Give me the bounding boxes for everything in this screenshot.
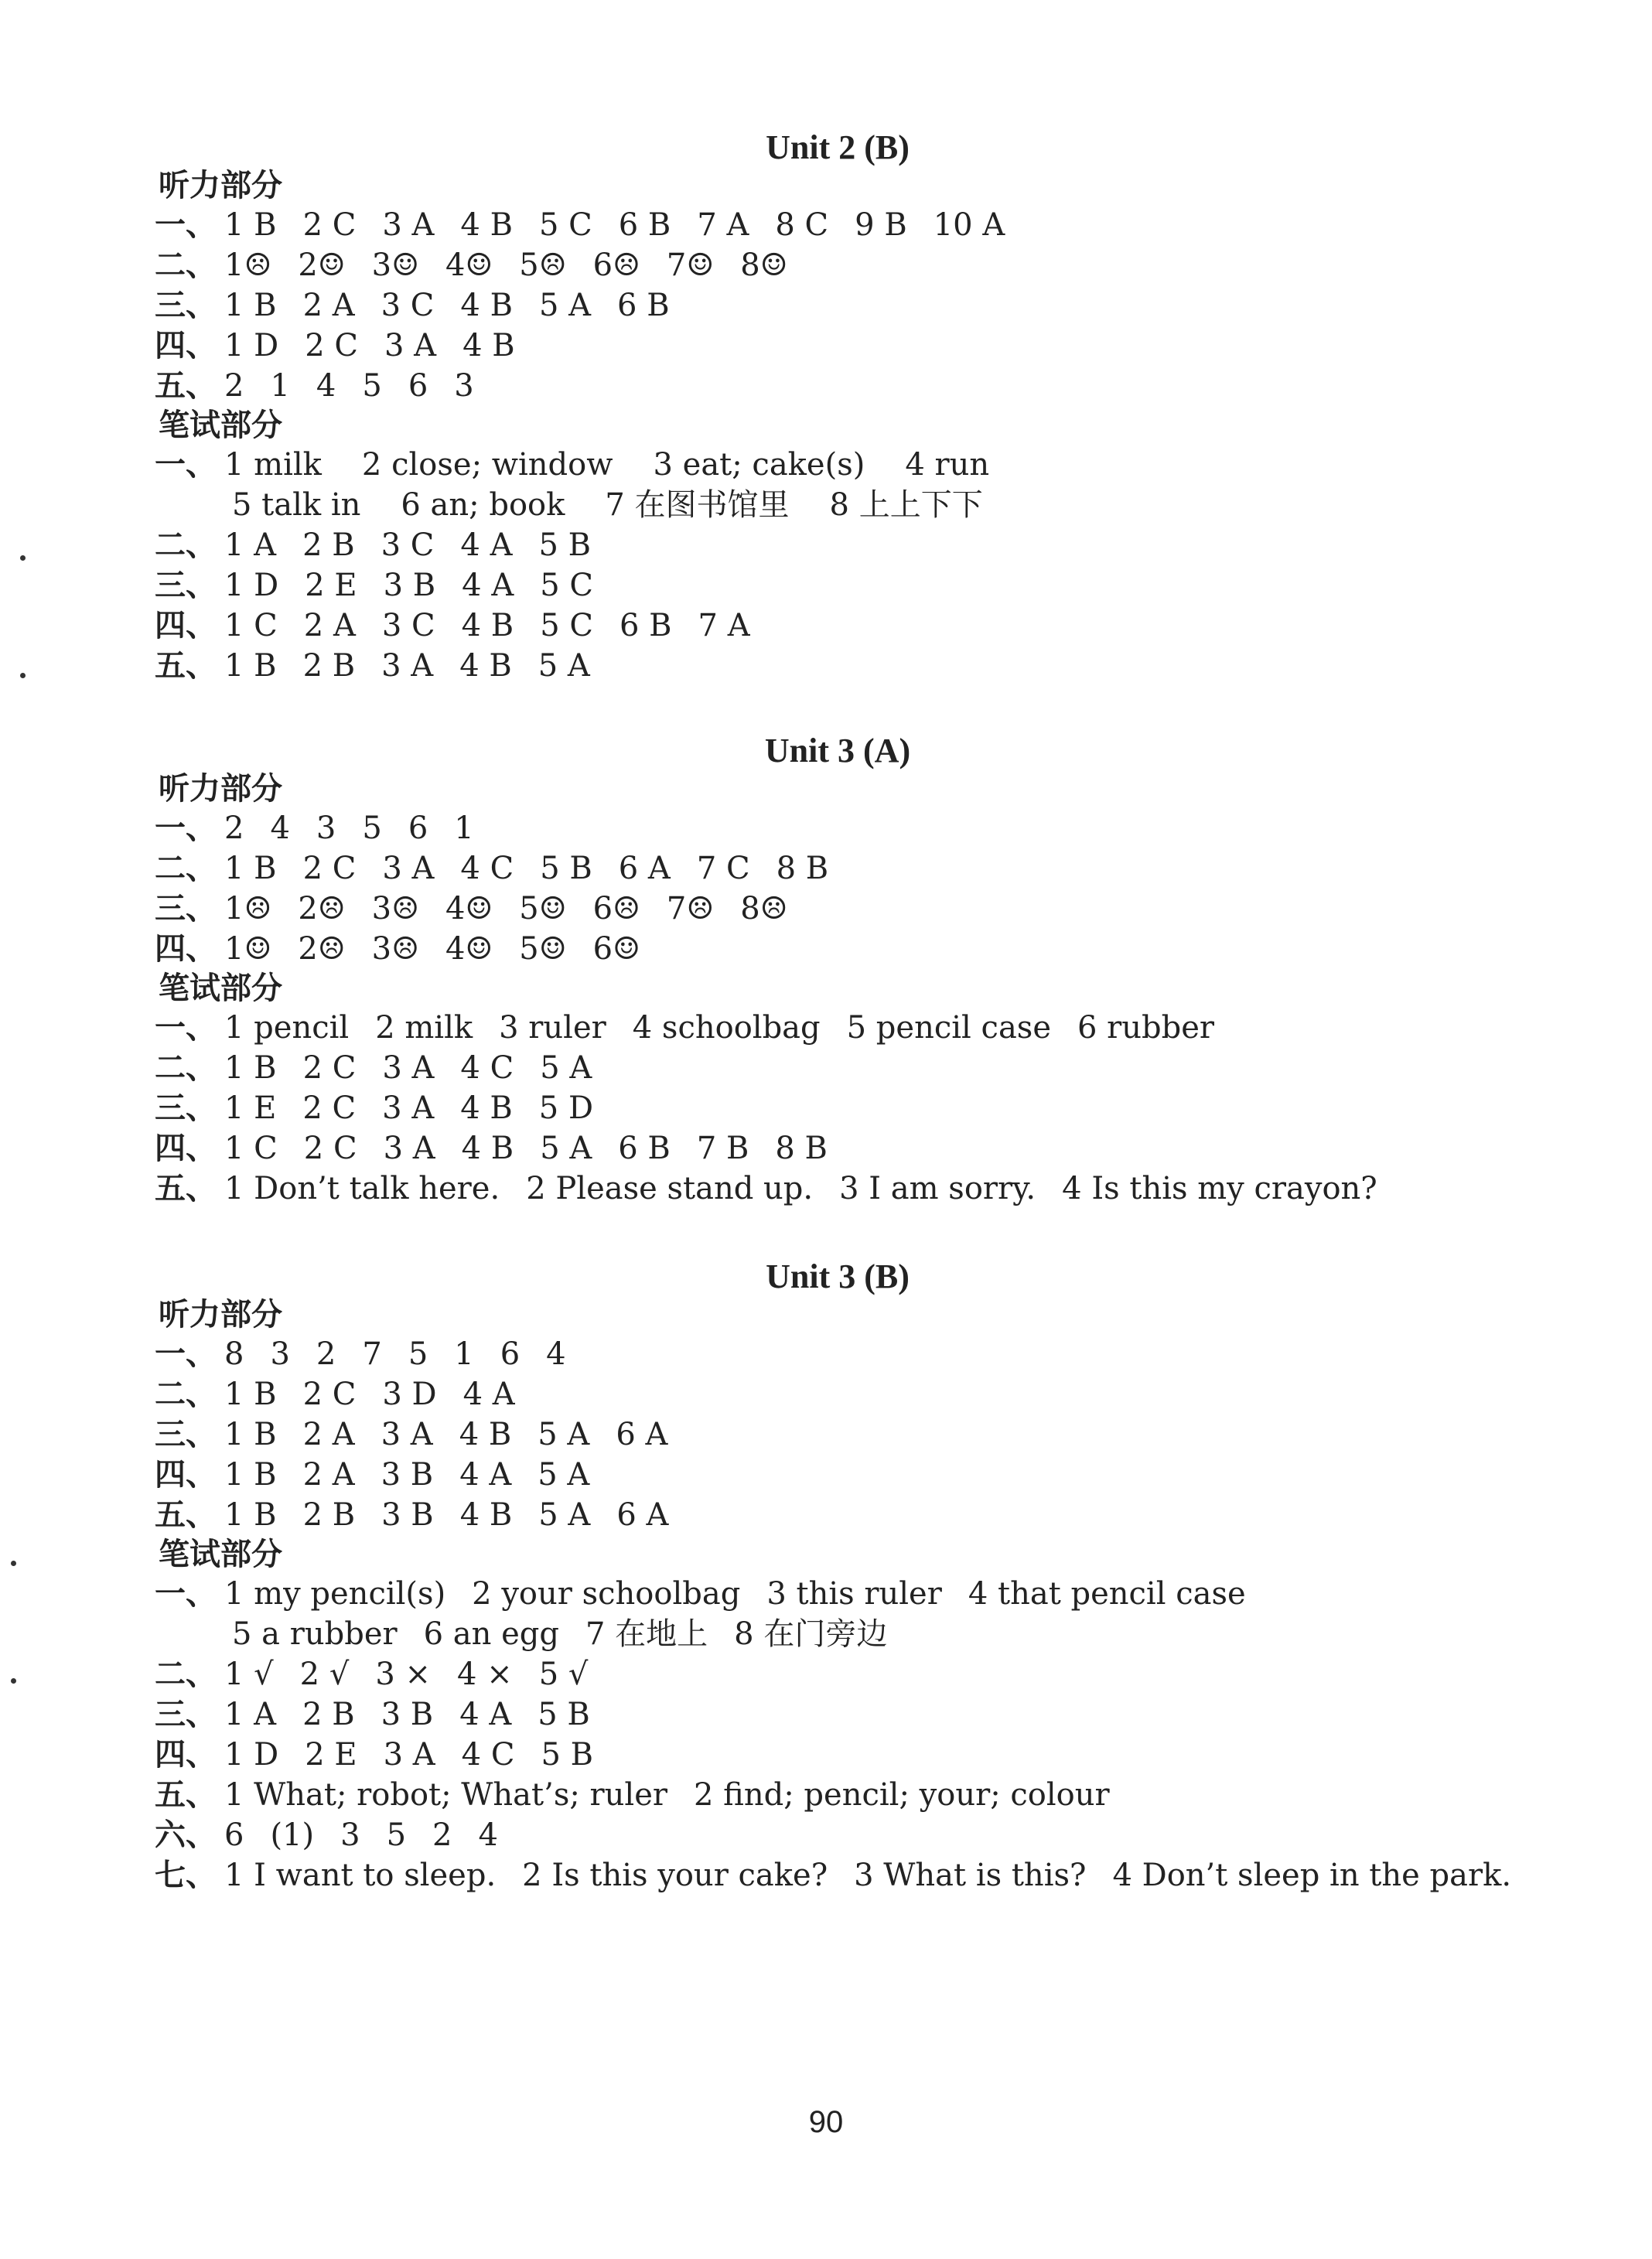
- answer-row: [155, 205, 1031, 245]
- answer-item: 4 A: [462, 568, 514, 603]
- answer-item: 8: [224, 1336, 244, 1372]
- answer-item: 1☺: [224, 931, 272, 967]
- answer-item: 7☹: [666, 891, 715, 926]
- section-heading: 笔试部分: [159, 971, 282, 1006]
- answer-item: 5 A: [540, 1050, 592, 1086]
- answer-row: [155, 848, 855, 889]
- answer-row: [155, 245, 814, 285]
- question-number: 一、: [155, 1010, 217, 1046]
- scan-speck: [11, 1561, 16, 1566]
- answer-item: 5 A: [538, 1417, 590, 1452]
- answer-item: 3 A: [382, 207, 435, 243]
- question-number: 四、: [155, 328, 217, 363]
- answer-item: 5 A: [538, 648, 590, 684]
- answer-item: (1): [270, 1817, 315, 1853]
- scan-speck: [11, 1678, 16, 1684]
- answer-item: 8☺: [740, 247, 788, 283]
- answer-item: 6: [408, 368, 428, 404]
- answer-item: 1: [270, 368, 290, 404]
- answer-item: 4 B: [460, 1090, 513, 1126]
- answer-item: 1 B: [224, 1417, 277, 1452]
- answer-item: 1 B: [224, 1377, 277, 1412]
- answer-item: 2 close; window: [361, 447, 613, 483]
- answer-item: 3 A: [381, 648, 434, 684]
- answer-item: 6☹: [592, 247, 640, 283]
- answer-item: 7 C: [696, 851, 750, 886]
- question-number: 三、: [155, 891, 217, 926]
- answer-item: 1 A: [224, 527, 277, 563]
- answer-item: 5 D: [538, 1090, 594, 1126]
- answer-item: 3 A: [384, 328, 437, 363]
- scan-speck: [20, 673, 26, 678]
- answer-item: 8 B: [776, 851, 829, 886]
- answer-item: 2: [224, 368, 244, 404]
- answer-row: [155, 1654, 614, 1694]
- question-number: 四、: [155, 1737, 217, 1773]
- question-number: 二、: [155, 247, 217, 283]
- answer-row: [155, 808, 500, 848]
- answer-item: 3 B: [381, 1497, 434, 1533]
- scan-speck: [20, 555, 26, 561]
- answer-item: 6 A: [618, 851, 671, 886]
- answer-item: 1 D: [224, 1737, 279, 1773]
- answer-item: 2 B: [302, 1497, 356, 1533]
- question-number: 三、: [155, 568, 217, 603]
- answer-item: 6 B: [618, 1131, 671, 1166]
- answer-item: 4 run: [905, 447, 990, 483]
- answer-item: 7 A: [698, 608, 750, 643]
- answer-row: [155, 326, 541, 366]
- question-number: 五、: [155, 1497, 217, 1533]
- answer-item: 2☹: [298, 931, 346, 967]
- question-number: 二、: [155, 1050, 217, 1086]
- answer-item: 1 pencil: [224, 1010, 350, 1046]
- answer-item: 4 B: [461, 608, 514, 643]
- answer-item: 3☹: [371, 931, 419, 967]
- answer-row: [155, 1775, 1136, 1815]
- answer-row: [155, 1455, 616, 1495]
- answer-item: 1 B: [224, 1457, 277, 1493]
- answer-item: 4 A: [459, 1697, 512, 1732]
- answer-item: 3 ruler: [499, 1010, 606, 1046]
- answer-item: 7 B: [696, 1131, 749, 1166]
- answer-item: 1☹: [224, 891, 272, 926]
- answer-item: 3 B: [381, 1697, 434, 1732]
- question-number: 四、: [155, 1131, 217, 1166]
- section-heading: 听力部分: [159, 168, 282, 203]
- answer-item: 3 A: [382, 1050, 435, 1086]
- question-number: 四、: [155, 931, 217, 967]
- answer-item: 4: [270, 810, 290, 846]
- answer-item: 4☺: [445, 891, 493, 926]
- answer-item: 5 A: [538, 1457, 590, 1493]
- question-number: 五、: [155, 368, 217, 404]
- answer-row: [155, 646, 616, 686]
- answer-item: 6☺: [592, 931, 640, 967]
- answer-item: 5: [362, 368, 382, 404]
- answer-item: 1: [454, 1336, 474, 1372]
- answer-item: 2: [432, 1817, 452, 1853]
- answer-item: 1 my pencil(s): [224, 1576, 446, 1612]
- answer-item: 5: [386, 1817, 407, 1853]
- question-number: 三、: [155, 1090, 217, 1126]
- answer-item: 5 B: [540, 851, 592, 886]
- unit-title: Unit 2 (B): [766, 128, 910, 166]
- answer-item: 5 √: [538, 1657, 589, 1692]
- answer-item: 5: [408, 1336, 428, 1372]
- answer-row: [155, 565, 620, 606]
- answer-item: 6: [500, 1336, 521, 1372]
- answer-item: 5 a rubber: [232, 1616, 398, 1652]
- answer-item: 4 Is this my crayon?: [1062, 1171, 1377, 1206]
- answer-item: 5 C: [540, 568, 594, 603]
- answer-item: 2 C: [302, 1377, 357, 1412]
- unit-title: Unit 3 (A): [764, 732, 911, 769]
- answer-item: 5 A: [538, 1497, 591, 1533]
- answer-item: 2 Please stand up.: [526, 1171, 814, 1206]
- question-number: 七、: [155, 1858, 217, 1893]
- answer-item: 2 A: [303, 608, 356, 643]
- answer-item: 4☺: [445, 247, 493, 283]
- answer-item: 6: [408, 810, 428, 846]
- answer-item: 4 C: [460, 1050, 514, 1086]
- answer-item: 4 B: [461, 1131, 514, 1166]
- answer-item: 2 C: [303, 1131, 357, 1166]
- answer-item: 4 B: [459, 1417, 512, 1452]
- answer-item: 4 B: [459, 648, 512, 684]
- answer-item: 3☹: [371, 891, 419, 926]
- answer-item: 3 C: [381, 608, 435, 643]
- answer-row: [155, 445, 1029, 485]
- answer-item: 1 B: [224, 1050, 277, 1086]
- answer-row: [155, 889, 814, 929]
- answer-item: 2 C: [302, 1090, 357, 1126]
- answer-item: 1 C: [224, 1131, 278, 1166]
- answer-item: 5☹: [519, 247, 567, 283]
- answer-item: 4 B: [462, 328, 515, 363]
- answer-item: 5 B: [538, 527, 592, 563]
- answer-item: 1 C: [224, 608, 278, 643]
- answer-item: 2 C: [305, 328, 359, 363]
- answer-item: 5: [362, 810, 382, 846]
- page-number: 90: [808, 2105, 844, 2139]
- answer-item: 2 E: [305, 1737, 357, 1773]
- answer-item: 2 A: [302, 288, 355, 323]
- answer-item: 8☹: [740, 891, 788, 926]
- answer-item: 3 C: [381, 288, 435, 323]
- answer-item: 8 C: [775, 207, 829, 243]
- answer-row: [155, 366, 500, 406]
- question-number: 二、: [155, 1377, 217, 1412]
- answer-item: 6 B: [618, 207, 671, 243]
- section-heading: 笔试部分: [159, 408, 282, 443]
- answer-row: [155, 1128, 854, 1169]
- answer-item: 7 在图书馆里: [605, 487, 790, 523]
- answer-item: 2 A: [302, 1457, 355, 1493]
- answer-item: 10 A: [933, 207, 1005, 243]
- answer-item: 4: [316, 368, 336, 404]
- answer-item: 6 rubber: [1077, 1010, 1215, 1046]
- answer-item: 6: [224, 1817, 244, 1853]
- answer-item: 4 B: [460, 288, 513, 323]
- answer-item: 3 What is this?: [854, 1858, 1087, 1893]
- answer-item: 4 that pencil case: [968, 1576, 1246, 1612]
- answer-item: 1 Don’t talk here.: [224, 1171, 500, 1206]
- answer-item: 2 milk: [375, 1010, 473, 1046]
- answer-item: 1 A: [224, 1697, 277, 1732]
- answer-item: 2 B: [302, 527, 355, 563]
- answer-item: 3 A: [383, 1737, 435, 1773]
- answer-item: 4 B: [459, 1497, 513, 1533]
- question-number: 一、: [155, 1336, 217, 1372]
- answer-item: 8 上上下下: [829, 487, 983, 523]
- answer-item: 4 C: [460, 851, 514, 886]
- answer-row: [155, 1495, 695, 1535]
- answer-item: 1 B: [224, 288, 277, 323]
- answer-item: 5 C: [540, 608, 593, 643]
- answer-item: 3 A: [382, 851, 435, 886]
- answer-item: 1 I want to sleep.: [224, 1858, 497, 1893]
- answer-item: 4 Don’t sleep in the park.: [1112, 1858, 1512, 1893]
- answer-item: 2 find; pencil; your; colour: [694, 1777, 1110, 1813]
- answer-item: 2 B: [302, 1697, 355, 1732]
- answer-item: 3 A: [382, 1090, 435, 1126]
- answer-item: 2: [316, 1336, 336, 1372]
- answer-row: [232, 1614, 913, 1654]
- answer-row: [155, 1008, 1241, 1048]
- answer-item: 1 D: [224, 328, 279, 363]
- answer-item: 1 E: [224, 1090, 277, 1126]
- question-number: 一、: [155, 447, 217, 483]
- question-number: 二、: [155, 851, 217, 886]
- answer-item: 7 A: [697, 207, 749, 243]
- answer-item: 5 A: [538, 288, 592, 323]
- answer-item: 3 C: [381, 527, 435, 563]
- question-number: 五、: [155, 1171, 217, 1206]
- answer-item: 7 在地上: [585, 1616, 708, 1652]
- answer-item: 2 B: [302, 648, 356, 684]
- answer-item: 5 C: [538, 207, 592, 243]
- answer-item: 1: [454, 810, 474, 846]
- answer-item: 1 B: [224, 207, 277, 243]
- answer-item: 6 B: [619, 608, 672, 643]
- answer-item: 3 I am sorry.: [839, 1171, 1036, 1206]
- answer-item: 6☹: [592, 891, 640, 926]
- answer-row: [155, 929, 667, 969]
- answer-item: 5☺: [519, 891, 567, 926]
- answer-item: 3 B: [383, 568, 436, 603]
- answer-item: 3 A: [381, 1417, 433, 1452]
- question-number: 四、: [155, 1457, 217, 1493]
- answer-item: 2 C: [302, 1050, 357, 1086]
- answer-item: 4: [478, 1817, 498, 1853]
- answer-item: 3 D: [382, 1377, 437, 1412]
- answer-item: 3: [316, 810, 336, 846]
- answer-item: 4☺: [445, 931, 493, 967]
- answer-item: 7☺: [666, 247, 715, 283]
- answer-item: 4 B: [460, 207, 513, 243]
- answer-item: 1☹: [224, 247, 272, 283]
- answer-item: 2 √: [299, 1657, 350, 1692]
- section-heading: 听力部分: [159, 1297, 282, 1333]
- answer-item: 3 eat; cake(s): [653, 447, 865, 483]
- answer-item: 4: [546, 1336, 566, 1372]
- answer-item: 5 talk in: [232, 487, 361, 523]
- answer-item: 1 milk: [224, 447, 322, 483]
- answer-item: 3 this ruler: [766, 1576, 942, 1612]
- answer-row: [155, 1169, 1404, 1209]
- answer-item: 2☹: [298, 891, 346, 926]
- question-number: 六、: [155, 1817, 217, 1853]
- answer-item: 6 B: [617, 288, 670, 323]
- answer-row: [155, 525, 617, 565]
- answer-item: 2 C: [302, 207, 357, 243]
- answer-item: 4 A: [459, 1457, 512, 1493]
- answer-row: [155, 1855, 1538, 1896]
- answer-item: 4 schoolbag: [632, 1010, 821, 1046]
- answer-item: 2 E: [305, 568, 357, 603]
- answer-row: [155, 606, 777, 646]
- answer-item: 5 B: [538, 1697, 590, 1732]
- answer-item: 4 A: [462, 1377, 515, 1412]
- answer-row: [155, 1574, 1272, 1614]
- answer-item: 3 B: [381, 1457, 434, 1493]
- answer-row: [155, 1414, 694, 1455]
- answer-item: 8 B: [775, 1131, 828, 1166]
- answer-row: [155, 1048, 618, 1088]
- answer-item: 2☺: [298, 247, 346, 283]
- question-number: 五、: [155, 648, 217, 684]
- answer-item: 1 B: [224, 851, 277, 886]
- answer-item: 5☺: [519, 931, 567, 967]
- answer-item: 2 C: [302, 851, 357, 886]
- answer-row: [155, 1088, 620, 1128]
- answer-item: 4 C: [461, 1737, 515, 1773]
- answer-item: 3☺: [371, 247, 419, 283]
- answer-item: 2 Is this your cake?: [522, 1858, 828, 1893]
- answer-item: 3: [270, 1336, 290, 1372]
- answer-row: [155, 285, 696, 326]
- answer-item: 6 an egg: [423, 1616, 559, 1652]
- answer-item: 5 pencil case: [846, 1010, 1051, 1046]
- answer-item: 3: [340, 1817, 360, 1853]
- answer-item: 1 B: [224, 1497, 277, 1533]
- answer-item: 3 ×: [375, 1657, 431, 1692]
- answer-item: 6 an; book: [401, 487, 565, 523]
- section-heading: 听力部分: [159, 771, 282, 807]
- answer-item: 9 B: [855, 207, 907, 243]
- question-number: 五、: [155, 1777, 217, 1813]
- question-number: 四、: [155, 608, 217, 643]
- question-number: 三、: [155, 288, 217, 323]
- answer-row: [155, 1374, 541, 1414]
- answer-item: 2 A: [302, 1417, 355, 1452]
- answer-item: 3 A: [383, 1131, 435, 1166]
- answer-item: 4 A: [460, 527, 513, 563]
- answer-row: [155, 1815, 524, 1855]
- answer-item: 1 B: [224, 648, 277, 684]
- section-heading: 笔试部分: [159, 1537, 282, 1572]
- question-number: 二、: [155, 1657, 217, 1692]
- answer-item: 1 √: [224, 1657, 274, 1692]
- answer-row: [155, 1694, 616, 1735]
- answer-item: 2: [224, 810, 244, 846]
- answer-item: 8 在门旁边: [734, 1616, 888, 1652]
- question-number: 一、: [155, 810, 217, 846]
- answer-item: 5 A: [540, 1131, 592, 1166]
- answer-item: 6 A: [616, 1417, 668, 1452]
- answer-item: 6 A: [616, 1497, 669, 1533]
- answer-row: [155, 1334, 592, 1374]
- unit-title: Unit 3 (B): [766, 1257, 910, 1295]
- answer-item: 1 What; robot; What’s; ruler: [224, 1777, 668, 1813]
- answer-item: 1 D: [224, 568, 279, 603]
- question-number: 二、: [155, 527, 217, 563]
- answer-row: [232, 485, 1023, 525]
- answer-item: 7: [362, 1336, 382, 1372]
- answer-item: 5 B: [541, 1737, 594, 1773]
- answer-item: 4 ×: [457, 1657, 513, 1692]
- question-number: 一、: [155, 207, 217, 243]
- question-number: 三、: [155, 1417, 217, 1452]
- question-number: 三、: [155, 1697, 217, 1732]
- answer-item: 2 your schoolbag: [472, 1576, 741, 1612]
- answer-item: 3: [454, 368, 474, 404]
- answer-row: [155, 1735, 620, 1775]
- question-number: 一、: [155, 1576, 217, 1612]
